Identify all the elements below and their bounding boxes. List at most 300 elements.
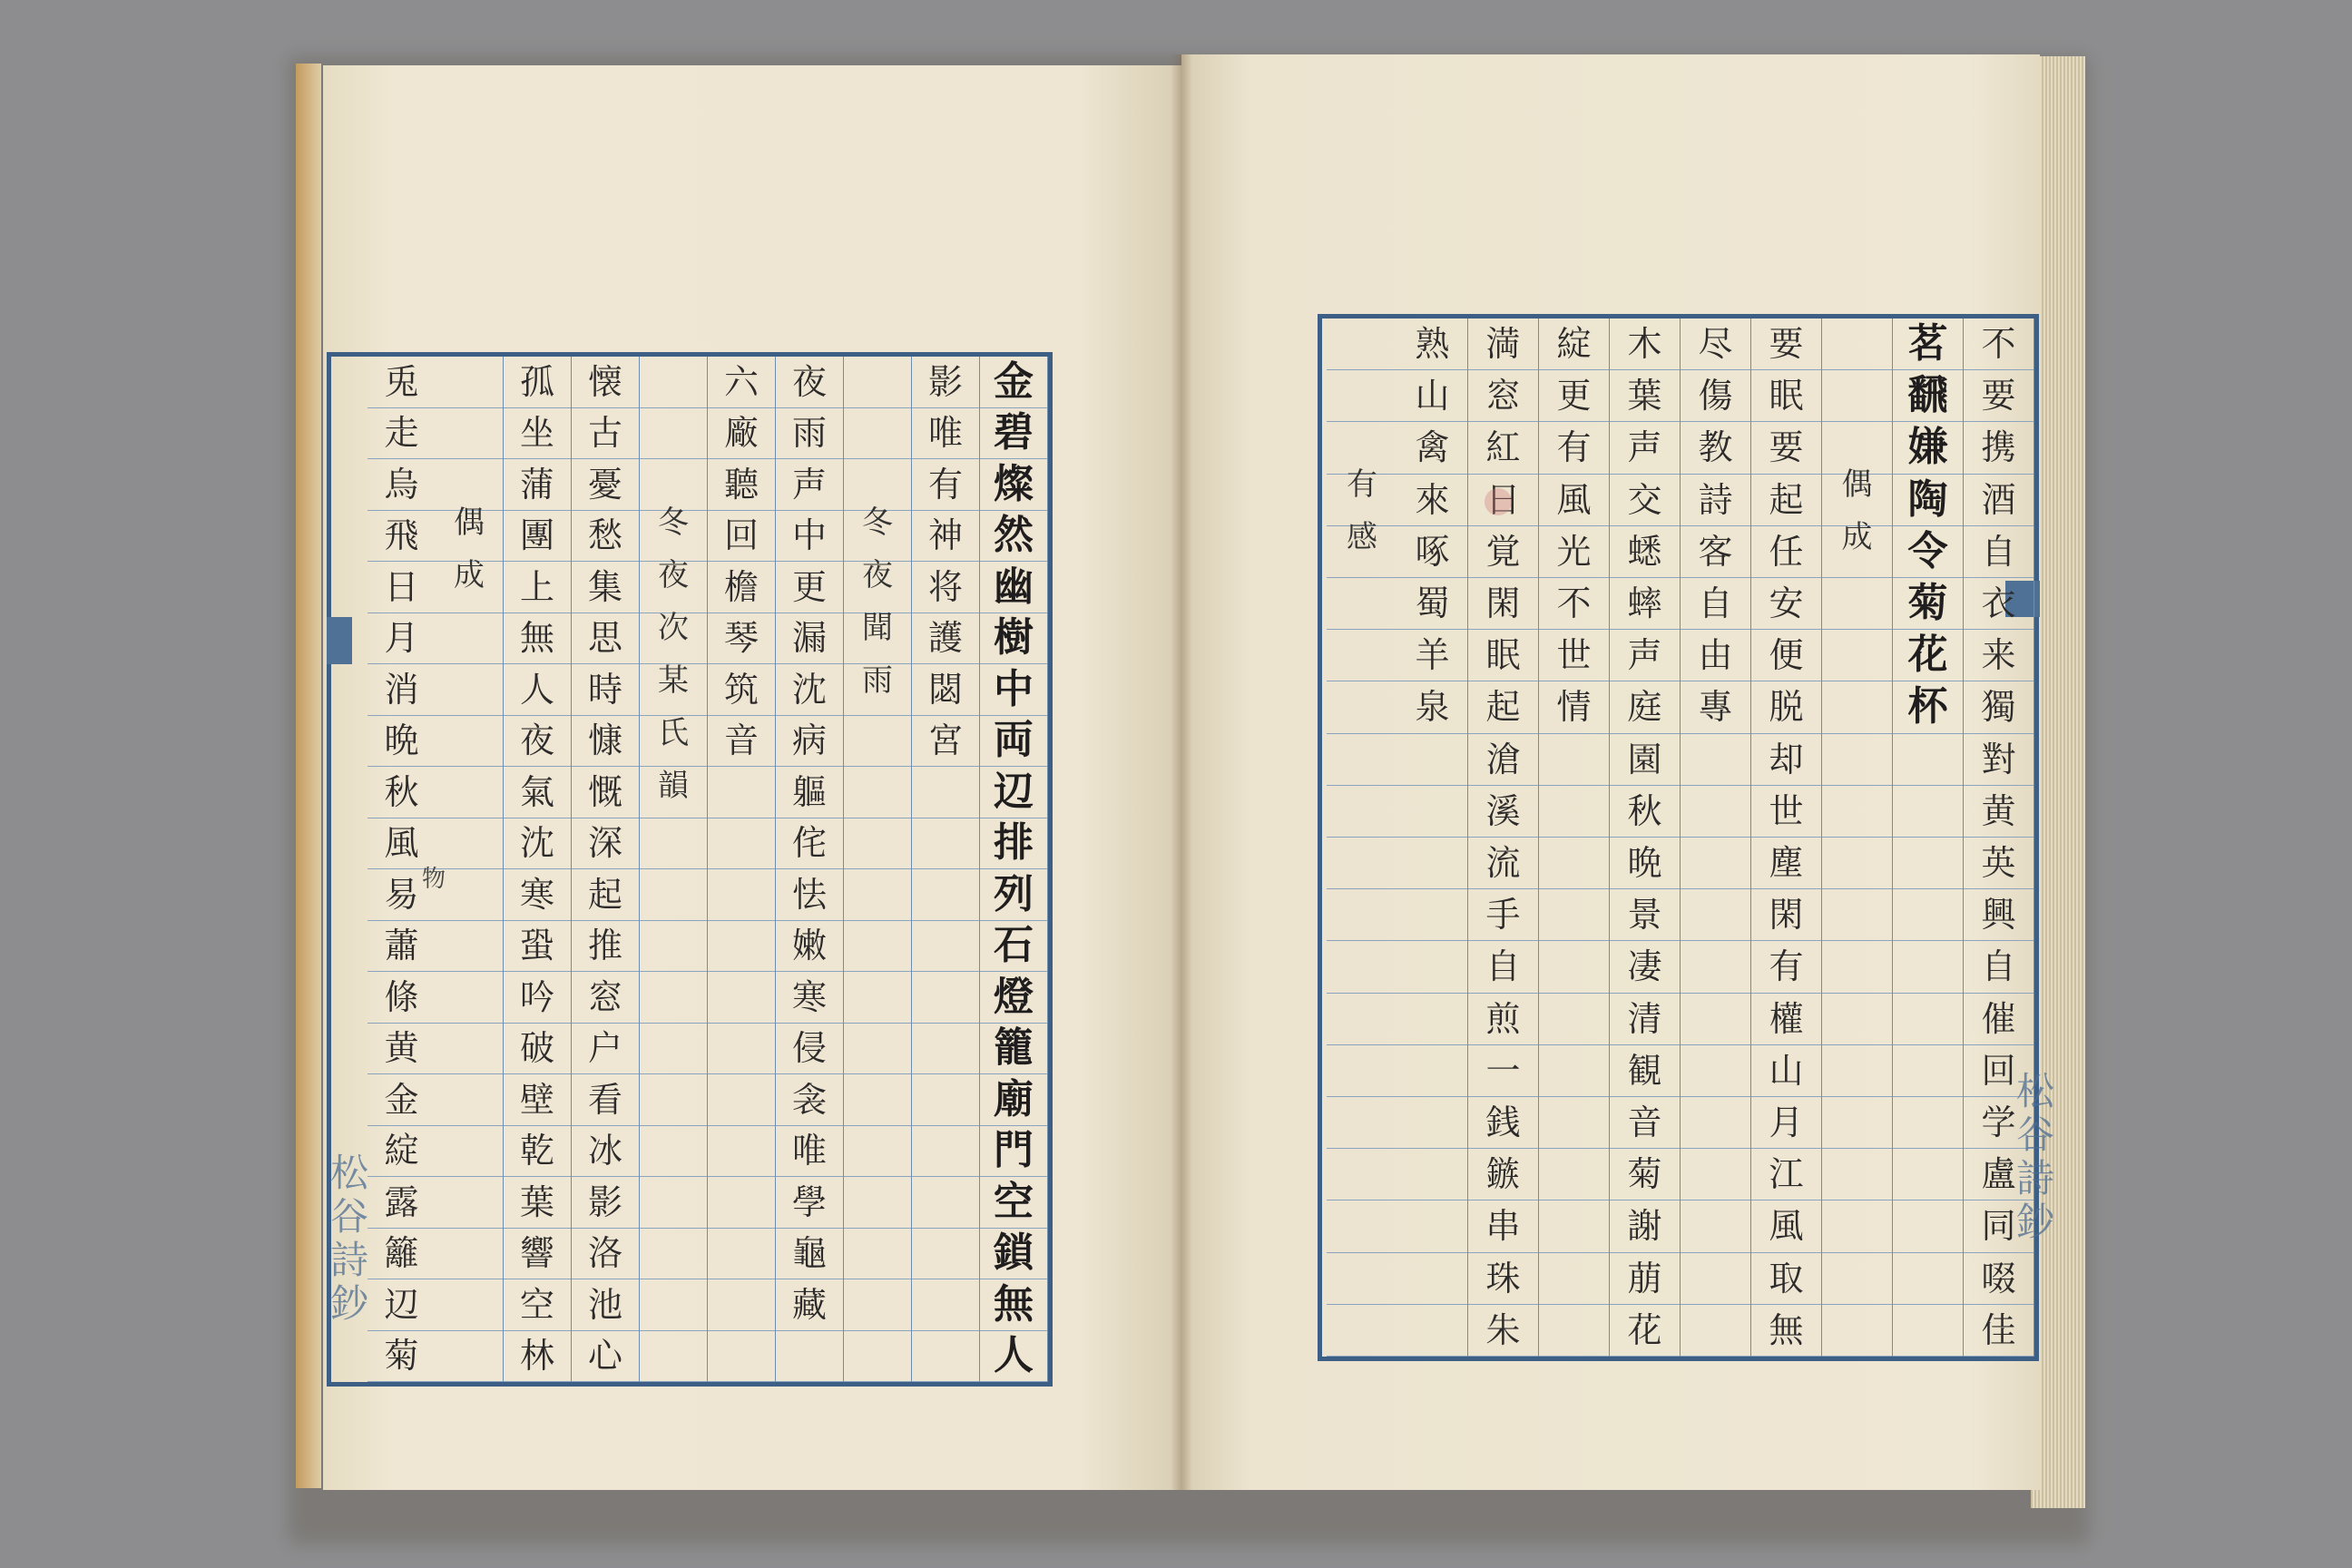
text-cell: 漏 <box>776 613 843 665</box>
text-cell: 眠 <box>1751 370 1821 422</box>
grid-cell <box>1822 1149 1892 1200</box>
text-cell <box>1539 1097 1609 1149</box>
grid-cell <box>1822 889 1892 941</box>
text-cell: 中 <box>980 664 1047 716</box>
text-cell: 花 <box>1610 1305 1680 1357</box>
text-cell: 酒 <box>1964 475 2034 526</box>
grid-cell <box>436 716 503 768</box>
text-cell: 飜 <box>1893 370 1963 422</box>
text-cell: 自 <box>1468 941 1538 993</box>
text-cell <box>708 818 775 870</box>
text-cell: 庭 <box>1610 681 1680 733</box>
text-cell: 秋 <box>368 767 436 818</box>
text-cell: 英 <box>1964 838 2034 889</box>
text-cell <box>708 1331 775 1383</box>
poem-title <box>1822 455 1892 560</box>
text-cell: 更 <box>1539 370 1609 422</box>
text-cell: 情 <box>1539 681 1609 733</box>
text-cell: 溪 <box>1468 786 1538 838</box>
text-cell <box>1893 889 1963 941</box>
text-cell: 辺 <box>980 767 1047 818</box>
grid-cell <box>1327 786 1397 838</box>
text-cell: 要 <box>1751 318 1821 370</box>
grid-cell <box>1822 1097 1892 1149</box>
text-cell: 對 <box>1964 734 2034 786</box>
text-column <box>1681 318 1751 1357</box>
text-cell: 飛 <box>368 511 436 563</box>
text-cell: 満 <box>1468 318 1538 370</box>
text-cell: 茗 <box>1893 318 1963 370</box>
text-cell: 寒 <box>776 972 843 1024</box>
poem-title-char: 氏 <box>658 714 689 751</box>
text-cell: 空 <box>504 1279 571 1331</box>
text-cell: 菊 <box>1893 578 1963 630</box>
grid-cell <box>436 1331 503 1383</box>
text-cell: 令 <box>1893 526 1963 578</box>
text-cell <box>1681 1253 1750 1305</box>
text-cell: 不 <box>1964 318 2034 370</box>
grid-cell <box>1327 318 1397 370</box>
text-cell <box>1681 1149 1750 1200</box>
text-cell <box>1681 786 1750 838</box>
text-cell <box>1893 1045 1963 1097</box>
text-cell: 樹 <box>980 613 1047 665</box>
poem-title-char: 聞 <box>862 609 893 646</box>
text-cell: 來 <box>1397 475 1467 526</box>
text-cell: 雨 <box>776 408 843 460</box>
grid-cell <box>436 1229 503 1280</box>
grid-cell <box>436 921 503 973</box>
poem-title-char: 冬 <box>862 504 893 541</box>
left-text-grid <box>368 357 1048 1382</box>
text-cell: 安 <box>1751 578 1821 630</box>
text-cell: 花 <box>1893 630 1963 681</box>
text-cell <box>1681 1045 1750 1097</box>
text-cell: 碧 <box>980 408 1047 460</box>
grid-cell <box>436 408 503 460</box>
text-cell <box>1539 734 1609 786</box>
text-cell: 来 <box>1964 630 2034 681</box>
text-cell <box>708 767 775 818</box>
text-cell: 影 <box>572 1177 639 1229</box>
poem-title-char: 某 <box>658 662 689 699</box>
text-cell: 詩 <box>1681 475 1750 526</box>
text-cell <box>912 1331 979 1383</box>
grid-cell <box>1327 370 1397 422</box>
text-cell <box>1397 994 1467 1045</box>
text-cell: 日 <box>1468 475 1538 526</box>
grid-cell <box>1822 1200 1892 1252</box>
text-cell <box>1539 1149 1609 1200</box>
text-cell: 由 <box>1681 630 1750 681</box>
text-cell: 啄 <box>1397 526 1467 578</box>
grid-cell <box>844 357 911 408</box>
text-cell <box>912 1279 979 1331</box>
text-cell <box>1893 1097 1963 1149</box>
grid-cell <box>436 1279 503 1331</box>
text-cell <box>708 869 775 921</box>
grid-cell <box>844 1331 911 1383</box>
grid-cell <box>1327 941 1397 993</box>
text-cell: 声 <box>1610 630 1680 681</box>
text-cell: 同 <box>1964 1200 2034 1252</box>
text-cell <box>708 1024 775 1075</box>
text-cell <box>1893 994 1963 1045</box>
text-cell <box>1893 1253 1963 1305</box>
text-cell <box>1397 941 1467 993</box>
text-cell: 乾 <box>504 1126 571 1178</box>
text-cell: 響 <box>504 1229 571 1280</box>
grid-cell <box>436 1074 503 1126</box>
text-cell <box>912 1229 979 1280</box>
text-cell: 憂 <box>572 459 639 511</box>
text-cell: 冰 <box>572 1126 639 1178</box>
text-cell <box>912 1126 979 1178</box>
text-cell: 黄 <box>368 1024 436 1075</box>
text-cell: 蟀 <box>1610 578 1680 630</box>
text-cell <box>1539 838 1609 889</box>
text-cell: 菊 <box>368 1331 436 1383</box>
text-cell: 烏 <box>368 459 436 511</box>
text-column <box>1610 318 1681 1357</box>
text-cell: 両 <box>980 716 1047 768</box>
text-cell: 風 <box>368 818 436 870</box>
text-cell: 鏃 <box>1468 1149 1538 1200</box>
text-cell: 人 <box>980 1331 1047 1383</box>
text-cell: 傷 <box>1681 370 1750 422</box>
text-cell: 懐 <box>572 357 639 408</box>
text-cell: 催 <box>1964 994 2034 1045</box>
text-cell: 軀 <box>776 767 843 818</box>
text-cell: 無 <box>980 1279 1047 1331</box>
text-cell <box>912 1024 979 1075</box>
text-cell <box>1893 941 1963 993</box>
text-cell: 手 <box>1468 889 1538 941</box>
text-cell <box>1539 889 1609 941</box>
grid-cell <box>1327 734 1397 786</box>
poem-title-char: 夜 <box>862 556 893 593</box>
text-cell: 蟋 <box>1610 526 1680 578</box>
text-column <box>844 357 912 1382</box>
text-cell <box>1681 838 1750 889</box>
grid-cell <box>436 1024 503 1075</box>
text-cell <box>1397 1253 1467 1305</box>
text-cell: 啜 <box>1964 1253 2034 1305</box>
text-cell <box>1539 786 1609 838</box>
text-cell: 病 <box>776 716 843 768</box>
text-cell: 回 <box>1964 1045 2034 1097</box>
grid-cell <box>640 1024 707 1075</box>
text-cell <box>912 1177 979 1229</box>
poem-title-char: 成 <box>1841 518 1873 555</box>
text-cell: 消 <box>368 664 436 716</box>
text-cell: 上 <box>504 562 571 613</box>
text-cell: 石 <box>980 921 1047 973</box>
text-cell: 教 <box>1681 422 1750 474</box>
text-cell: 興 <box>1964 889 2034 941</box>
text-cell: 學 <box>776 1177 843 1229</box>
text-cell: 陶 <box>1893 475 1963 526</box>
text-cell: 更 <box>776 562 843 613</box>
text-cell <box>1681 994 1750 1045</box>
text-cell: 熟 <box>1397 318 1467 370</box>
grid-cell <box>1327 578 1397 630</box>
grid-cell <box>844 1177 911 1229</box>
grid-cell <box>844 1024 911 1075</box>
text-cell <box>1681 1200 1750 1252</box>
text-cell: 山 <box>1397 370 1467 422</box>
text-cell: 取 <box>1751 1253 1821 1305</box>
poem-title-char: 有 <box>1347 466 1377 503</box>
left-fold-tab <box>327 617 352 664</box>
book-gutter <box>1171 54 1192 1490</box>
text-cell <box>708 1177 775 1229</box>
text-cell: 筑 <box>708 664 775 716</box>
grid-cell <box>1822 681 1892 733</box>
grid-cell <box>640 1126 707 1178</box>
text-cell: 光 <box>1539 526 1609 578</box>
grid-cell <box>1822 318 1892 370</box>
text-cell: 煎 <box>1468 994 1538 1045</box>
grid-cell <box>844 869 911 921</box>
grid-cell <box>1327 1200 1397 1252</box>
grid-cell <box>1327 838 1397 889</box>
text-cell: 声 <box>1610 422 1680 474</box>
poem-title-char: 偶 <box>454 504 485 541</box>
text-cell: 塵 <box>1751 838 1821 889</box>
text-cell: 園 <box>1610 734 1680 786</box>
text-cell: 声 <box>776 459 843 511</box>
text-cell: 排 <box>980 818 1047 870</box>
text-cell: 自 <box>1681 578 1750 630</box>
text-cell: 窓 <box>572 972 639 1024</box>
text-cell <box>776 1331 843 1383</box>
text-cell <box>1681 941 1750 993</box>
text-cell: 破 <box>504 1024 571 1075</box>
grid-cell <box>436 972 503 1024</box>
text-cell: 籠 <box>980 1024 1047 1075</box>
text-cell: 門 <box>980 1126 1047 1178</box>
text-column <box>776 357 844 1382</box>
text-cell: 衾 <box>776 1074 843 1126</box>
text-column <box>912 357 980 1382</box>
text-cell <box>912 818 979 870</box>
poem-title-char: 感 <box>1347 518 1377 555</box>
text-cell: 蒲 <box>504 459 571 511</box>
poem-title <box>436 493 503 598</box>
text-cell: 藏 <box>776 1279 843 1331</box>
text-cell: 音 <box>1610 1097 1680 1149</box>
text-cell: 起 <box>1751 475 1821 526</box>
text-cell: 壁 <box>504 1074 571 1126</box>
text-cell: 閟 <box>912 664 979 716</box>
grid-cell <box>436 1177 503 1229</box>
marginal-note: 物 <box>422 866 446 893</box>
text-cell <box>1397 1149 1467 1200</box>
grid-cell <box>1822 994 1892 1045</box>
text-cell: 月 <box>1751 1097 1821 1149</box>
text-cell: 晩 <box>1610 838 1680 889</box>
text-cell: 山 <box>1751 1045 1821 1097</box>
text-cell: 時 <box>572 664 639 716</box>
grid-cell <box>640 869 707 921</box>
poem-title-char: 次 <box>658 609 689 646</box>
text-cell: 權 <box>1751 994 1821 1045</box>
text-cell: 池 <box>572 1279 639 1331</box>
text-cell: 尽 <box>1681 318 1750 370</box>
text-cell: 葉 <box>1610 370 1680 422</box>
text-cell: 燈 <box>980 972 1047 1024</box>
text-cell: 廠 <box>708 408 775 460</box>
text-cell: 自 <box>1964 941 2034 993</box>
text-cell: 孤 <box>504 357 571 408</box>
grid-cell <box>436 869 503 921</box>
text-cell <box>1539 1305 1609 1357</box>
text-column <box>1397 318 1468 1357</box>
text-cell: 推 <box>572 921 639 973</box>
text-cell: 佳 <box>1964 1305 2034 1357</box>
text-cell: 然 <box>980 511 1047 563</box>
text-cell: 琴 <box>708 613 775 665</box>
text-cell: 滄 <box>1468 734 1538 786</box>
text-cell: 窓 <box>1468 370 1538 422</box>
text-cell <box>708 1229 775 1280</box>
text-cell: 影 <box>912 357 979 408</box>
grid-cell <box>640 1279 707 1331</box>
text-cell: 思 <box>572 613 639 665</box>
grid-cell <box>1822 370 1892 422</box>
text-cell: 團 <box>504 511 571 563</box>
text-cell: 心 <box>572 1331 639 1383</box>
text-cell: 禽 <box>1397 422 1467 474</box>
text-cell: 空 <box>980 1177 1047 1229</box>
text-cell <box>912 1074 979 1126</box>
text-cell: 綻 <box>1539 318 1609 370</box>
text-cell: 唯 <box>776 1126 843 1178</box>
text-cell: 日 <box>368 562 436 613</box>
text-cell: 獨 <box>1964 681 2034 733</box>
text-cell: 要 <box>1964 370 2034 422</box>
text-cell: 盧 <box>1964 1149 2034 1200</box>
poem-title-char: 偶 <box>1841 466 1873 503</box>
text-cell: 燦 <box>980 459 1047 511</box>
grid-cell <box>640 921 707 973</box>
grid-cell <box>1822 838 1892 889</box>
grid-cell <box>1327 994 1397 1045</box>
grid-cell <box>640 1229 707 1280</box>
text-cell: 不 <box>1539 578 1609 630</box>
text-cell: 走 <box>368 408 436 460</box>
grid-cell <box>844 716 911 768</box>
text-cell: 朱 <box>1468 1305 1538 1357</box>
text-cell <box>1397 889 1467 941</box>
text-cell <box>1893 786 1963 838</box>
poem-title-char: 成 <box>454 556 485 593</box>
text-cell <box>1397 1200 1467 1252</box>
text-cell: 蕭 <box>368 921 436 973</box>
text-cell: 嫌 <box>1893 422 1963 474</box>
text-cell: 看 <box>572 1074 639 1126</box>
text-cell: 客 <box>1681 526 1750 578</box>
text-cell: 串 <box>1468 1200 1538 1252</box>
text-cell: 金 <box>368 1074 436 1126</box>
text-cell: 秋 <box>1610 786 1680 838</box>
text-cell: 有 <box>1751 941 1821 993</box>
text-cell <box>708 972 775 1024</box>
grid-cell <box>436 664 503 716</box>
text-cell: 聽 <box>708 459 775 511</box>
text-cell: 木 <box>1610 318 1680 370</box>
text-cell <box>1893 1149 1963 1200</box>
text-cell: 鎖 <box>980 1229 1047 1280</box>
text-cell <box>1893 734 1963 786</box>
grid-cell <box>640 1331 707 1383</box>
left-spine-title: 松谷詩鈔 <box>325 1152 369 1327</box>
text-cell <box>912 921 979 973</box>
text-cell: 閑 <box>1468 578 1538 630</box>
text-cell: 世 <box>1539 630 1609 681</box>
grid-cell <box>1327 889 1397 941</box>
text-cell <box>1681 889 1750 941</box>
grid-cell <box>1822 630 1892 681</box>
text-cell: 慷 <box>572 716 639 768</box>
text-cell: 慨 <box>572 767 639 818</box>
text-cell <box>912 972 979 1024</box>
text-cell: 景 <box>1610 889 1680 941</box>
text-cell <box>1539 941 1609 993</box>
grid-cell <box>640 972 707 1024</box>
text-cell: 侘 <box>776 818 843 870</box>
text-cell: 風 <box>1751 1200 1821 1252</box>
text-cell: 流 <box>1468 838 1538 889</box>
text-cell <box>1681 1305 1750 1357</box>
grid-cell <box>1822 1253 1892 1305</box>
text-column <box>1893 318 1964 1357</box>
text-cell: 護 <box>912 613 979 665</box>
text-cell: 風 <box>1539 475 1609 526</box>
grid-cell <box>844 1229 911 1280</box>
grid-cell <box>1327 1045 1397 1097</box>
text-cell: 羊 <box>1397 630 1467 681</box>
grid-cell <box>436 767 503 818</box>
text-cell: 清 <box>1610 994 1680 1045</box>
text-cell: 閑 <box>1751 889 1821 941</box>
grid-cell <box>1327 1149 1397 1200</box>
text-cell: 宮 <box>912 716 979 768</box>
text-column <box>436 357 504 1382</box>
text-cell <box>1397 1045 1467 1097</box>
text-cell: 深 <box>572 818 639 870</box>
text-cell <box>1539 994 1609 1045</box>
text-cell: 專 <box>1681 681 1750 733</box>
grid-cell <box>436 818 503 870</box>
text-cell <box>1397 734 1467 786</box>
text-cell: 衣 <box>1964 578 2034 630</box>
grid-cell <box>1822 1045 1892 1097</box>
grid-cell <box>1822 578 1892 630</box>
grid-cell <box>640 1074 707 1126</box>
text-column <box>504 357 572 1382</box>
grid-cell <box>640 357 707 408</box>
text-cell: 林 <box>504 1331 571 1383</box>
grid-cell <box>844 1126 911 1178</box>
text-cell: 條 <box>368 972 436 1024</box>
text-cell <box>1893 1305 1963 1357</box>
text-cell: 将 <box>912 562 979 613</box>
text-cell: 氣 <box>504 767 571 818</box>
text-cell: 無 <box>1751 1305 1821 1357</box>
text-cell: 坐 <box>504 408 571 460</box>
